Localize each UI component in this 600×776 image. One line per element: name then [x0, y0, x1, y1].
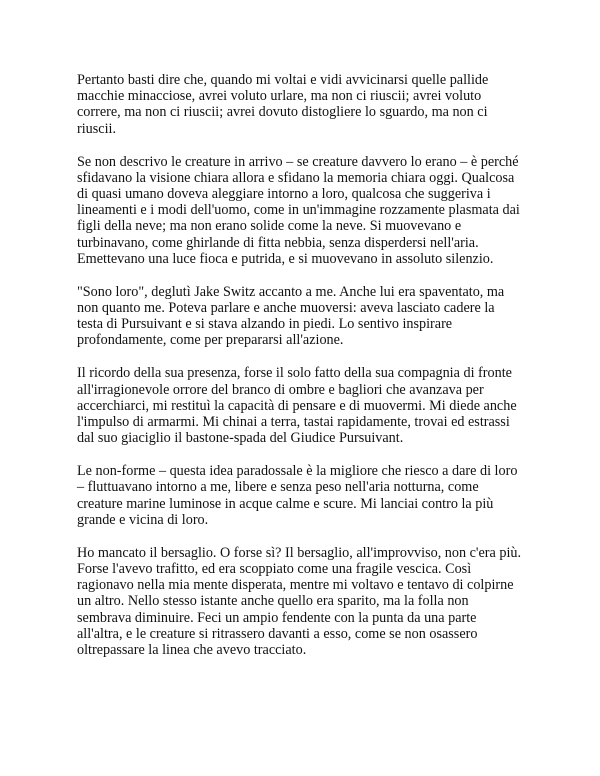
- paragraph-6: Ho mancato il bersaglio. O forse sì? Il bersaglio, all'improvviso, non c'era più. Forse l'avevo trafitto, ed era scoppiato come una fragile vescica. Così ragionavo nella mia mente disperata, mentre mi voltavo e tentavo di colpirne un altro. Nello stesso istante anche quello era sparito, ma la folla non sembrava diminuire. Feci un ampio fendente con la punta da una parte all'altra, e le creature si ritrassero davanti a esso, come se non osassero oltrepassare la linea che avevo tracciato.: [77, 544, 522, 659]
- text-body: [77, 72, 523, 675]
- paragraph-1: Pertanto basti dire che, quando mi voltai e vidi avvicinarsi quelle pallide macchie minacciose, avrei voluto urlare, ma non ci riuscii; avrei voluto correre, ma non ci riuscii; avrei dovuto distogliere lo sguardo, ma non ci riuscii.: [77, 72, 489, 137]
- paragraph-5: Le non-forme – questa idea paradossale è la migliore che riesco a dare di loro – fluttuavano intorno a me, libere e senza peso nell'aria notturna, come creature marine luminose in acque calme e scure. Mi lanciai contro la più grande e vicina di loro.: [77, 463, 518, 528]
- paragraph-4: Il ricordo della sua presenza, forse il solo fatto della sua compagnia di fronte all'irragionevole orrore del branco di ombre e bagliori che avanzava per accerchiarci, mi restituì la capacità di pensare e di muovermi. Mi diede anche l'impulso di armarmi. Mi chinai a terra, tastai rapidamente, trovai ed estrassi dal suo giaciglio il bastone-spada del Giudice Pursuivant.: [77, 365, 517, 447]
- paragraph-3: "Sono loro", deglutì Jake Switz accanto a me. Anche lui era spaventato, ma non quanto me. Poteva parlare e anche muoversi: aveva lasciato cadere la testa di Pursuivant e si stava alzando in piedi. Lo sentivo inspirare profondamente, come per prepararsi all'azione.: [77, 283, 505, 349]
- paragraph-2: Se non descrivo le creature in arrivo – se creature davvero lo erano – è perché sfidavano la visione chiara allora e sfidano la memoria chiara oggi. Qualcosa di quasi umano doveva aleggiare intorno a loro, qualcosa che suggeriva i lineamenti e i modi dell'uomo, come in un'immagine rozzamente plasmata dai figli della neve; ma non erano solide come la neve. Si muovevano e turbinavano, come ghirlande di fitta nebbia, senza disperdersi nell'aria. Emettevano una luce fioca e putrida, e si muovevano in assoluto silenzio.: [77, 153, 520, 267]
